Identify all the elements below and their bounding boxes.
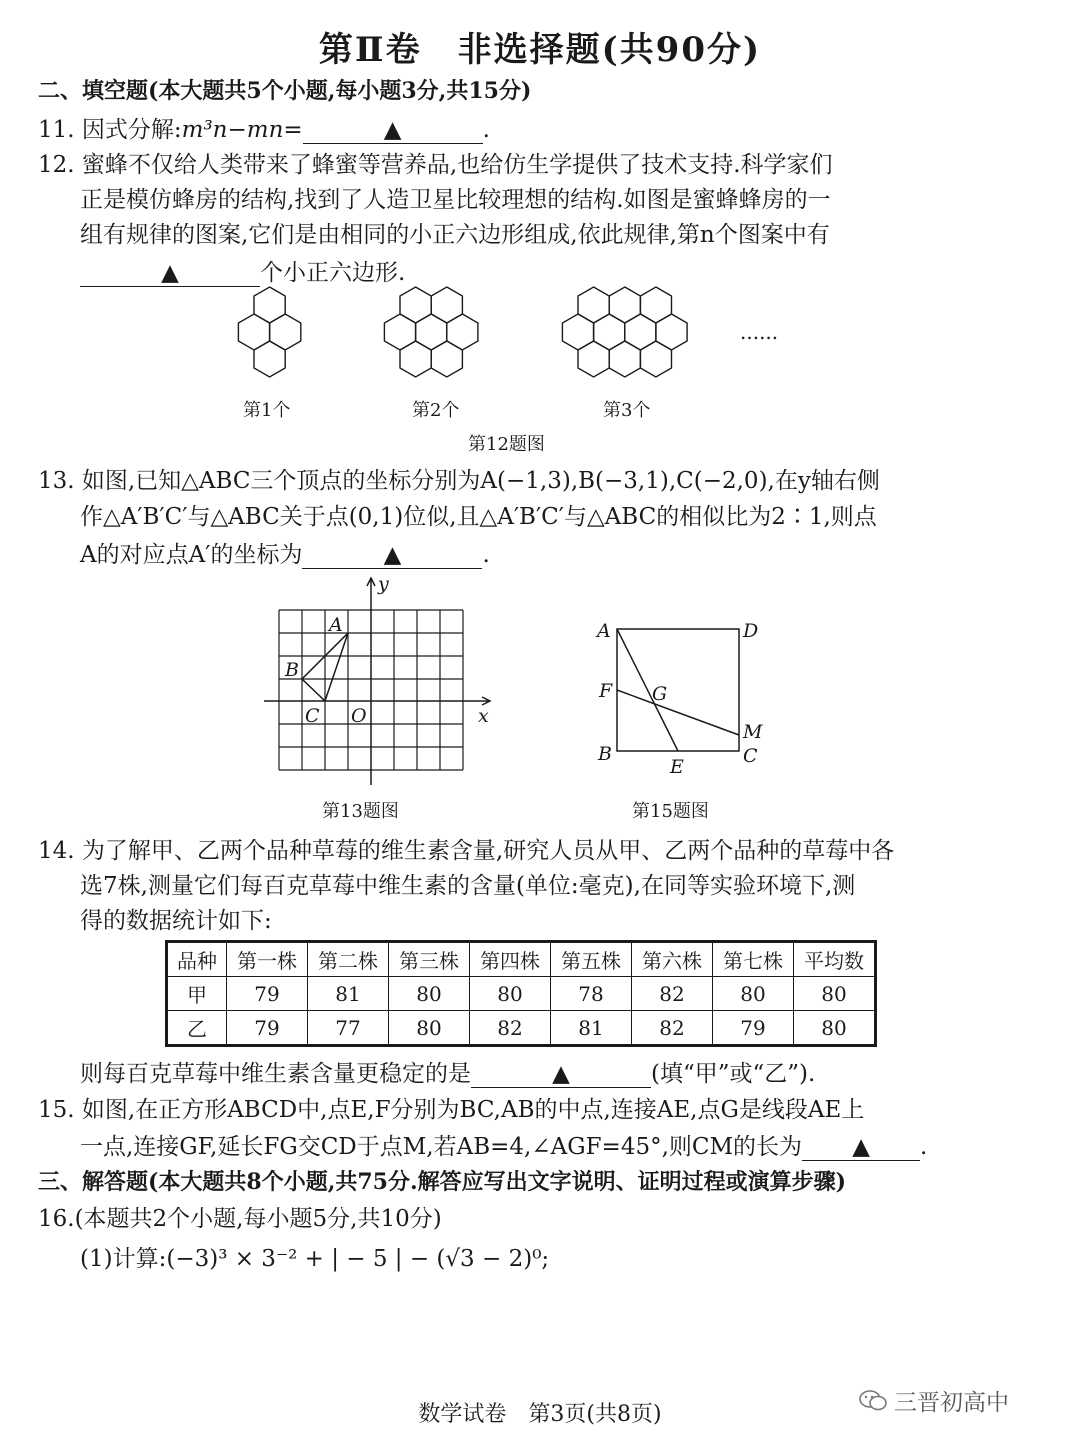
- question-11: [38, 111, 490, 144]
- hexagon: [431, 341, 462, 377]
- q15-point-B-label: B: [598, 743, 612, 765]
- table-row: [167, 1011, 876, 1046]
- wechat-icon: [858, 1388, 888, 1414]
- q13-line3-prefix: A的对应点A′的坐标为: [80, 542, 303, 568]
- q15-point-A-label: A: [597, 620, 611, 642]
- q12-line4-suffix: 个小正六边形.: [260, 260, 406, 286]
- hexagon: [656, 314, 687, 350]
- q12-line3: 组有规律的图案,它们是由相同的小正六边形组成,依此规律,第n个图案中有: [80, 222, 830, 248]
- q12-line1: 12. 蜜蜂不仅给人类带来了蜂蜜等营养品,也给仿生学提供了技术支持.科学家们: [38, 152, 833, 178]
- hexagon: [238, 314, 269, 350]
- q15-line2-prefix: 一点,连接GF,延长FG交CD于点M,若AB=4,∠AGF=45°,则CM的长为: [80, 1134, 803, 1160]
- table-cell: 80: [794, 977, 876, 1011]
- q15-line2: [80, 1128, 927, 1161]
- q14-answer-prefix: 则每百克草莓中维生素含量更稳定的是: [80, 1061, 471, 1087]
- table-row: [167, 977, 876, 1011]
- table-cell: 乙: [167, 1011, 227, 1046]
- q12-line2: 正是模仿蜂房的结构,找到了人造卫星比较理想的结构.如图是蜜蜂蜂房的一: [80, 187, 831, 213]
- section-2-heading: 二、填空题(本大题共5个小题,每小题3分,共15分): [38, 78, 532, 104]
- hexagon: [384, 314, 415, 350]
- q14-line3: 得的数据统计如下:: [80, 908, 272, 934]
- table-cell: 80: [794, 1011, 876, 1046]
- table-cell: 78: [551, 977, 632, 1011]
- q15-point-F-label: F: [599, 680, 613, 702]
- q12-answer-blank: ▲: [80, 260, 260, 287]
- q15-point-G-label: G: [652, 683, 668, 705]
- table-cell: 80: [389, 977, 470, 1011]
- hexagon: [562, 314, 593, 350]
- table-header-cell: 第一株: [227, 942, 308, 977]
- table-cell: 81: [551, 1011, 632, 1046]
- q13-answer-blank: ▲: [302, 542, 482, 569]
- page-title: 第Ⅱ卷 非选择题(共90分): [318, 30, 762, 70]
- q14-answer-suffix: (填“甲”或“乙”).: [651, 1061, 816, 1087]
- table-cell: 82: [632, 1011, 713, 1046]
- q13-origin-label: O: [351, 705, 367, 727]
- table-cell: 80: [389, 1011, 470, 1046]
- hexagon: [400, 287, 431, 323]
- hexagon: [400, 341, 431, 377]
- section-3-heading: 三、解答题(本大题共8个小题,共75分.解答应写出文字说明、证明过程或演算步骤): [38, 1169, 847, 1195]
- q16-intro: 16.(本题共2个小题,每小题5分,共10分): [38, 1206, 442, 1232]
- q13-x-axis-label: x: [478, 705, 489, 727]
- table-cell: 甲: [167, 977, 227, 1011]
- hexagon: [640, 341, 671, 377]
- page-footer: 数学试卷 第3页(共8页): [418, 1402, 662, 1427]
- q14-line1: 14. 为了解甲、乙两个品种草莓的维生素含量,研究人员从甲、乙两个品种的草莓中各: [38, 838, 895, 864]
- q16-part1-label: (1)计算:: [80, 1246, 167, 1272]
- table-header-cell: 第四株: [470, 942, 551, 977]
- q15-answer-blank: ▲: [802, 1134, 920, 1161]
- q13-point-A-label: A: [329, 614, 343, 636]
- table-header-cell: 第五株: [551, 942, 632, 977]
- q14-data-table: [165, 940, 877, 1047]
- table-cell: 79: [713, 1011, 794, 1046]
- hexagon: [594, 314, 625, 350]
- hexagon: [254, 287, 285, 323]
- q13-caption: 第13题图: [322, 801, 399, 822]
- q12-fig-label-3: 第3个: [603, 400, 651, 421]
- q13-point-C-label: C: [305, 705, 320, 727]
- q12-fig-label-2: 第2个: [412, 400, 460, 421]
- q12-fig-label-1: 第1个: [243, 400, 291, 421]
- table-cell: 79: [227, 977, 308, 1011]
- q11-expression: m³n−mn=: [181, 117, 303, 143]
- q16-part1-expression: (−3)³ × 3⁻² + | − 5 | − (√3 − 2)⁰;: [166, 1246, 550, 1272]
- q15-point-E-label: E: [670, 756, 684, 778]
- table-header-cell: 第六株: [632, 942, 713, 977]
- hexagon: [447, 314, 478, 350]
- hexagon: [431, 287, 462, 323]
- table-header-cell: 平均数: [794, 942, 876, 977]
- q11-answer-blank: ▲: [303, 117, 483, 144]
- hexagon: [254, 341, 285, 377]
- table-cell: 82: [470, 1011, 551, 1046]
- q12-line4: [80, 254, 405, 287]
- watermark: [858, 1384, 1009, 1417]
- q15-line1: 15. 如图,在正方形ABCD中,点E,F分别为BC,AB的中点,连接AE,点G是线段AE上: [38, 1097, 865, 1123]
- hexagon: [578, 287, 609, 323]
- q13-y-axis-label: y: [378, 573, 389, 595]
- table-header-row: [167, 942, 876, 977]
- q12-caption: 第12题图: [468, 434, 545, 455]
- table-header-cell: 第三株: [389, 942, 470, 977]
- q14-line2: 选7株,测量它们每百克草莓中维生素的含量(单位:毫克),在同等实验环境下,测: [80, 873, 856, 899]
- q11-suffix: .: [482, 117, 490, 143]
- hexagon: [640, 287, 671, 323]
- q16-part1: [80, 1240, 549, 1273]
- table-header-cell: 第二株: [308, 942, 389, 977]
- q13-point-B-label: B: [285, 659, 299, 681]
- hexagon: [578, 341, 609, 377]
- table-cell: 80: [713, 977, 794, 1011]
- table-cell: 79: [227, 1011, 308, 1046]
- table-cell: 80: [470, 977, 551, 1011]
- table-header-cell: 第七株: [713, 942, 794, 977]
- q13-line3-suffix: .: [482, 542, 490, 568]
- q15-caption: 第15题图: [632, 801, 709, 822]
- q13-line1: 13. 如图,已知△ABC三个顶点的坐标分别为A(−1,3),B(−3,1),C(−2,0),在y轴右侧: [38, 468, 880, 494]
- hexagon: [416, 314, 447, 350]
- table-header-cell: 品种: [167, 942, 227, 977]
- q15-point-C-label: C: [743, 745, 758, 767]
- hexagon: [609, 341, 640, 377]
- q15-line2-suffix: .: [920, 1134, 928, 1160]
- q11-prefix: 11. 因式分解:: [38, 117, 182, 143]
- q15-point-M-label: M: [743, 721, 763, 743]
- hexagon: [625, 314, 656, 350]
- q14-answer-blank: ▲: [471, 1061, 651, 1088]
- table-cell: 81: [308, 977, 389, 1011]
- q12-ellipsis: ......: [740, 320, 779, 344]
- hexagon: [609, 287, 640, 323]
- q15-point-D-label: D: [743, 620, 759, 642]
- watermark-text: 三晋初高中: [894, 1390, 1009, 1416]
- q14-answer-line: [80, 1055, 815, 1088]
- hexagon: [270, 314, 301, 350]
- q13-line3: [80, 536, 490, 569]
- table-cell: 82: [632, 977, 713, 1011]
- table-cell: 77: [308, 1011, 389, 1046]
- q13-line2: 作△A′B′C′与△ABC关于点(0,1)位似,且△A′B′C′与△ABC的相似比为2∶1,则点: [80, 504, 877, 530]
